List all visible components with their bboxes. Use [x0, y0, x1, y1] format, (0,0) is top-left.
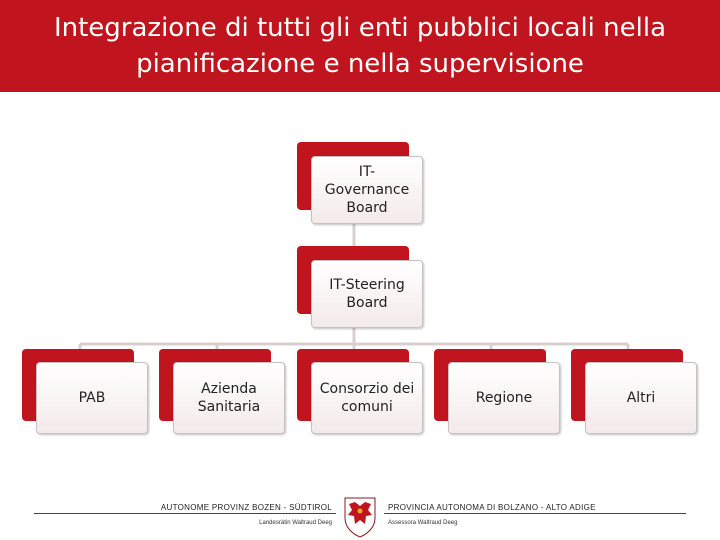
page-title-line-1: Integrazione di tutti gli enti pubblici locali nella — [53, 13, 667, 43]
node-label: PAB — [36, 362, 148, 434]
node-it-steering-board — [297, 246, 423, 328]
node-it-governance-board — [297, 142, 423, 224]
footer-rule-left — [34, 513, 336, 514]
coat-of-arms-icon — [343, 496, 377, 538]
node-label: Consorzio dei comuni — [311, 362, 423, 434]
node-azienda-sanitaria — [159, 349, 285, 434]
node-label: Azienda Sanitaria — [173, 362, 285, 434]
node-label: Altri — [585, 362, 697, 434]
footer-right-subtitle: Assessora Waltraud Deeg — [388, 520, 458, 526]
node-consorzio-dei-comuni — [297, 349, 423, 434]
node-altri — [571, 349, 697, 434]
node-regione — [434, 349, 560, 434]
node-label: IT-Steering Board — [311, 260, 423, 328]
footer-right-title: PROVINCIA AUTONOMA DI BOLZANO - ALTO ADIGE — [388, 503, 596, 512]
page-title-line-2: pianificazione e nella supervisione — [136, 49, 584, 79]
footer-left-title: AUTONOME PROVINZ BOZEN - SÜDTIROL — [160, 503, 332, 512]
footer-left-subtitle: Landesrätin Waltraud Deeg — [259, 520, 332, 526]
node-label: IT- Governance Board — [311, 156, 423, 224]
node-label: Regione — [448, 362, 560, 434]
node-pab — [22, 349, 148, 434]
footer-rule-right — [384, 513, 686, 514]
